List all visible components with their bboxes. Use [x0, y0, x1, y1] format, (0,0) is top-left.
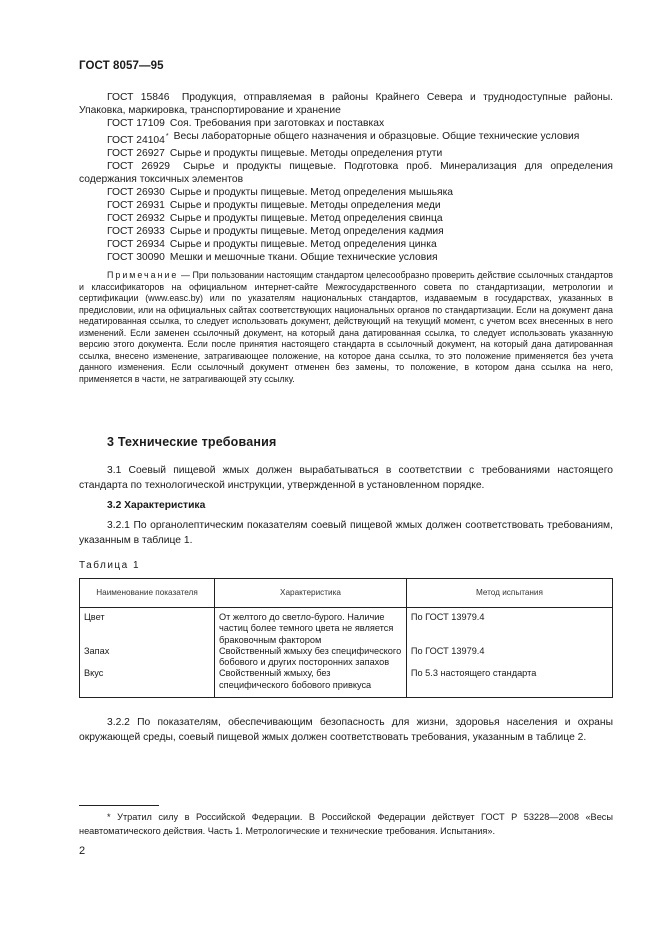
normative-references-list [79, 91, 613, 264]
column-header: Наименование показателя [80, 579, 215, 608]
paragraph-3-2-2: 3.2.2 По показателям, обеспечивающим безопасность для жизни, здоровья населения и охраны окружающей среды, соевый пищевой жмых должен соответствовать требования, указанным в таблице 2. [79, 717, 613, 743]
reference-code: ГОСТ 24104* [107, 133, 169, 146]
requirements-table [79, 578, 613, 698]
reference-item [79, 91, 613, 104]
reference-item [79, 130, 613, 147]
reference-title: Сырье и продукты пищевые. Метод определения мышьяка [169, 187, 454, 198]
footnote-divider [79, 805, 159, 806]
reference-item [79, 147, 613, 160]
reference-continuation: содержания токсичных элементов [79, 174, 244, 185]
table-caption: Таблица 1 [79, 560, 141, 571]
reference-code: ГОСТ 15846 [107, 92, 170, 103]
note-text: — При пользовании настоящим стандартом целесообразно проверить действие ссылочных стандартов и классификаторов на официальном интернет-сайте Межгосударственного совета по стандартизации, метрологии и сертификации (www.easc.by) или по указателям национальных стандартов, издаваемым в государствах, указанных в предисловии, или на официальных сайтах соответствующих национальных органов по стандартизации. Если на документ дана недатированная ссылка, то следует использовать документ, действующий на текущий момент, с учетом всех внесенных в него изменений. Если заменен ссылочный документ, на который дана датированная ссылка, то следует использовать указанную версию этого документа. Если после принятия настоящего стандарта в ссылочный документ, на который дана датированная ссылка, внесено изменение, затрагивающее положение, на которое дана ссылка, то это положение применяется без учета данного изменения. Если ссылочный документ отменен без замены, то положение, в котором дана ссылка на него, применяется в части, не затрагивающей эту ссылку. [79, 270, 614, 384]
note-label: Примечание [107, 270, 179, 280]
reference-code: ГОСТ 26933 [107, 226, 165, 237]
table-cell: Цвет [80, 608, 215, 646]
reference-code: ГОСТ 26930 [107, 187, 165, 198]
reference-code: ГОСТ 26931 [107, 200, 165, 211]
reference-code: ГОСТ 17109 [107, 118, 165, 129]
reference-code: ГОСТ 26934 [107, 239, 165, 250]
table-row [80, 668, 613, 697]
table-row [80, 646, 613, 669]
paragraph-3-2-1: 3.2.1 По органолептическим показателям соевый пищевой жмых должен соответствовать требованиям, указанным в таблице 1. [79, 520, 613, 546]
section-heading: 3 Технические требования [107, 435, 277, 449]
footnote-text: Утратил силу в Российской Федерации. В Российской Федерации действует ГОСТ Р 53228—2008 «Весы неавтоматического действия. Часть 1. Метрологические и технические требования. Испытания». [79, 812, 613, 836]
column-header: Характеристика [215, 579, 407, 608]
table-header-row [80, 579, 613, 608]
reference-item [79, 186, 613, 199]
reference-item [79, 199, 613, 212]
reference-title: Сырье и продукты пищевые. Метод определения свинца [169, 213, 443, 224]
reference-title: Весы лабораторные общего назначения и образцовые. Общие технические условия [173, 131, 580, 142]
reference-code: ГОСТ 26929 [107, 161, 171, 172]
page-number: 2 [79, 845, 86, 857]
subsection-heading: 3.2 Характеристика [107, 500, 206, 511]
table-cell: От желтого до светло-бурого. Наличие частиц более темного цвета не является браковочным фактором [215, 608, 407, 646]
table-cell: По ГОСТ 13979.4 [406, 646, 612, 669]
reference-item [79, 117, 613, 130]
reference-code: ГОСТ 26927 [107, 148, 165, 159]
footnote-marker: * [165, 133, 169, 140]
reference-item [79, 238, 613, 251]
document-header: ГОСТ 8057—95 [79, 60, 164, 72]
reference-item [79, 225, 613, 238]
footnote-marker: * [107, 812, 111, 822]
reference-title: Сырье и продукты пищевые. Метод определения кадмия [169, 226, 444, 237]
reference-item [79, 160, 613, 173]
reference-title: Мешки и мешочные ткани. Общие технические условия [169, 252, 438, 263]
references-note [79, 270, 613, 385]
reference-code: ГОСТ 30090 [107, 252, 165, 263]
reference-continuation: Упаковка, маркировка, транспортирование и хранение [79, 105, 341, 116]
column-header: Метод испытания [406, 579, 612, 608]
reference-code: ГОСТ 26932 [107, 213, 165, 224]
table-cell: По 5.3 настоящего стандарта [406, 668, 612, 697]
table-cell: По ГОСТ 13979.4 [406, 608, 612, 646]
reference-title: Сырье и продукты пищевые. Методы определения меди [169, 200, 441, 211]
footnote [79, 811, 613, 838]
reference-item [79, 212, 613, 225]
paragraph-3-1: 3.1 Соевый пищевой жмых должен вырабатываться в соответствии с требованиями настоящего стандарта по технологической инструкции, утвержденной в установленном порядке. [79, 465, 613, 491]
table-cell: Свойственный жмыху, без специфического бобового привкуса [215, 668, 407, 697]
table-row [80, 608, 613, 646]
table-cell: Вкус [80, 668, 215, 697]
reference-item [79, 251, 613, 264]
table-cell: Запах [80, 646, 215, 669]
table-cell: Свойственный жмыху без специфического бобового и других посторонних запахов [215, 646, 407, 669]
reference-title: Сырье и продукты пищевые. Методы определения ртути [169, 148, 443, 159]
reference-title: Сырье и продукты пищевые. Подготовка проб. Минерализация для определения [183, 161, 613, 172]
reference-title: Соя. Требования при заготовках и поставках [169, 118, 385, 129]
reference-title: Сырье и продукты пищевые. Метод определения цинка [169, 239, 437, 250]
reference-title: Продукция, отправляемая в районы Крайнего Севера и труднодоступные районы. [181, 92, 613, 103]
